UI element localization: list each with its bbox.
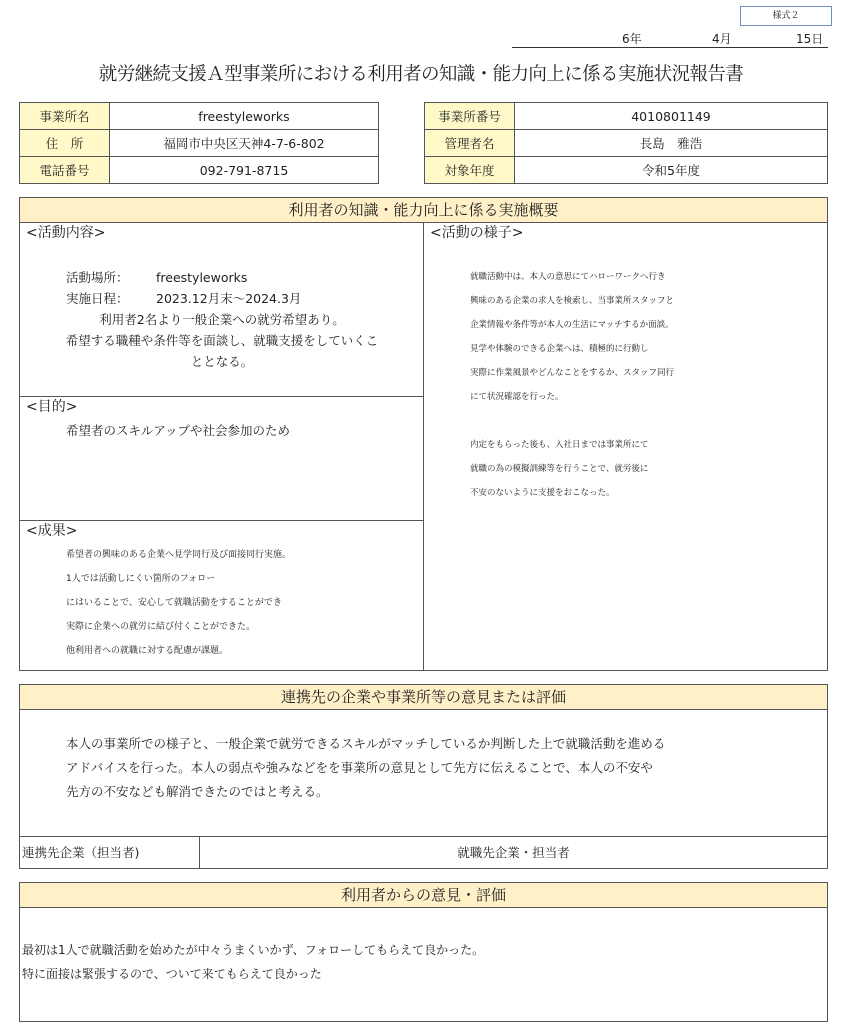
fiscal-year-label: 対象年度 xyxy=(425,157,515,184)
activity-block xyxy=(20,223,424,397)
manager-row xyxy=(425,130,828,157)
activity-place xyxy=(20,267,424,288)
paragraph-gap xyxy=(470,409,827,433)
report-date xyxy=(512,28,828,48)
user-evaluation-line: 最初は1人で就職活動を始めたが中々うまくいかず、フォローしてもらえて良かった。 xyxy=(22,943,485,957)
partner-company-label: 連携先企業（担当者) xyxy=(20,837,200,868)
overview-section xyxy=(19,197,828,671)
activity-schedule-value: 2023.12月末～2024.3月 xyxy=(156,291,302,306)
state-line: 見学や体験のできる企業へは、積極的に行動し xyxy=(470,344,649,354)
office-number-value: 4010801149 xyxy=(515,103,828,130)
office-name-row xyxy=(20,103,379,130)
date-day: 15日 xyxy=(796,32,824,46)
overview-left-column xyxy=(20,223,424,670)
partner-evaluation-section xyxy=(19,684,828,869)
form-id-badge: 様式２ xyxy=(740,6,832,26)
date-month: 4月 xyxy=(712,32,732,46)
address-label: 住 所 xyxy=(20,130,110,157)
partner-evaluation-body xyxy=(20,710,827,836)
state-line: 就職の為の模擬訓練等を行うことで、就労後に xyxy=(470,464,649,474)
results-line: 希望者の興味のある企業へ見学同行及び面接同行実施。 xyxy=(66,550,292,560)
results-line: 1人では活動しにくい箇所のフォロー xyxy=(66,574,216,584)
office-info-table xyxy=(19,102,379,184)
activity-state-heading: <活動の様子> xyxy=(430,225,524,241)
partner-evaluation-heading: 連携先の企業や事業所等の意見または評価 xyxy=(20,685,827,710)
state-line: 実際に作業風景やどんなことをするか、スタッフ同行 xyxy=(470,368,675,378)
activity-line: 希望する職種や条件等を面談し、就職支援をしていくこ xyxy=(65,333,379,348)
activity-schedule-label: 実施日程： xyxy=(66,291,129,306)
date-year: 6年 xyxy=(622,32,642,46)
user-evaluation-line: 特に面接は緊張するので、ついて来てもらえて良かった xyxy=(22,967,322,981)
results-block xyxy=(20,521,424,670)
office-number-label: 事業所番号 xyxy=(425,103,515,130)
office-name-value: freestyleworks xyxy=(110,103,379,130)
document-title: 就労継続支援Ａ型事業所における利用者の知識・能力向上に係る実施状況報告書 xyxy=(98,64,744,85)
partner-company-value: 就職先企業・担当者 xyxy=(457,845,570,860)
phone-label: 電話番号 xyxy=(20,157,110,184)
user-evaluation-heading: 利用者からの意見・評価 xyxy=(20,883,827,908)
state-line: 企業情報や条件等が本人の生活にマッチするか面談。 xyxy=(470,320,674,330)
phone-value: 092-791-8715 xyxy=(110,157,379,184)
office-name-label: 事業所名 xyxy=(20,103,110,130)
results-line: 実際に企業への就労に結び付くことができた。 xyxy=(66,622,256,632)
purpose-text: 希望者のスキルアップや社会参加のため xyxy=(66,423,291,438)
user-evaluation-body xyxy=(20,908,827,986)
activity-state-column xyxy=(424,223,827,670)
manager-label: 管理者名 xyxy=(425,130,515,157)
address-row xyxy=(20,130,379,157)
activity-place-value: freestyleworks xyxy=(156,270,248,285)
activity-line: 利用者2名より一般企業への就労希望あり。 xyxy=(99,312,345,327)
activity-schedule xyxy=(20,288,424,309)
activity-place-label: 活動場所： xyxy=(66,270,129,285)
activity-heading: <活動内容> xyxy=(26,225,106,241)
purpose-block xyxy=(20,397,424,521)
activity-line: ととなる。 xyxy=(190,354,254,369)
results-line: 他利用者への就職に対する配慮が課題。 xyxy=(66,646,229,656)
office-id-table xyxy=(424,102,828,184)
user-evaluation-section xyxy=(19,882,828,1022)
overview-heading: 利用者の知識・能力向上に係る実施概要 xyxy=(20,198,827,223)
results-body xyxy=(20,543,424,663)
activity-state-body xyxy=(424,265,827,505)
state-line: 不安のないように支援をおこなった。 xyxy=(470,488,615,498)
state-line: 興味のある企業の求人を検索し、当事業所スタッフと xyxy=(470,296,675,306)
fiscal-year-row xyxy=(425,157,828,184)
state-line: 就職活動中は、本人の意思にてハローワークへ行き xyxy=(470,272,666,282)
results-heading: <成果> xyxy=(26,523,78,539)
partner-evaluation-line: アドバイスを行った。本人の弱点や強みなどをを事業所の意見として先方に伝えることで、本人の不安や xyxy=(66,760,653,775)
partner-evaluation-line: 先方の不安なども解消できたのではと考える。 xyxy=(66,784,329,799)
address-value: 福岡市中央区天神4-7-6-802 xyxy=(110,130,379,157)
state-line: 内定をもらった後も、入社日までは事業所にて xyxy=(470,440,649,450)
results-line: にはいることで、安心して就職活動をすることができ xyxy=(66,598,282,608)
purpose-heading: <目的> xyxy=(26,399,78,415)
state-line: にて状況確認を行った。 xyxy=(470,392,564,402)
phone-row xyxy=(20,157,379,184)
office-number-row xyxy=(425,103,828,130)
fiscal-year-value: 令和5年度 xyxy=(515,157,828,184)
partner-evaluation-line: 本人の事業所での様子と、一般企業で就労できるスキルがマッチしているか判断した上で就職活動を進める xyxy=(66,736,666,751)
activity-body xyxy=(20,267,424,372)
partner-company-row xyxy=(20,836,827,868)
manager-value: 長島 雅浩 xyxy=(515,130,828,157)
